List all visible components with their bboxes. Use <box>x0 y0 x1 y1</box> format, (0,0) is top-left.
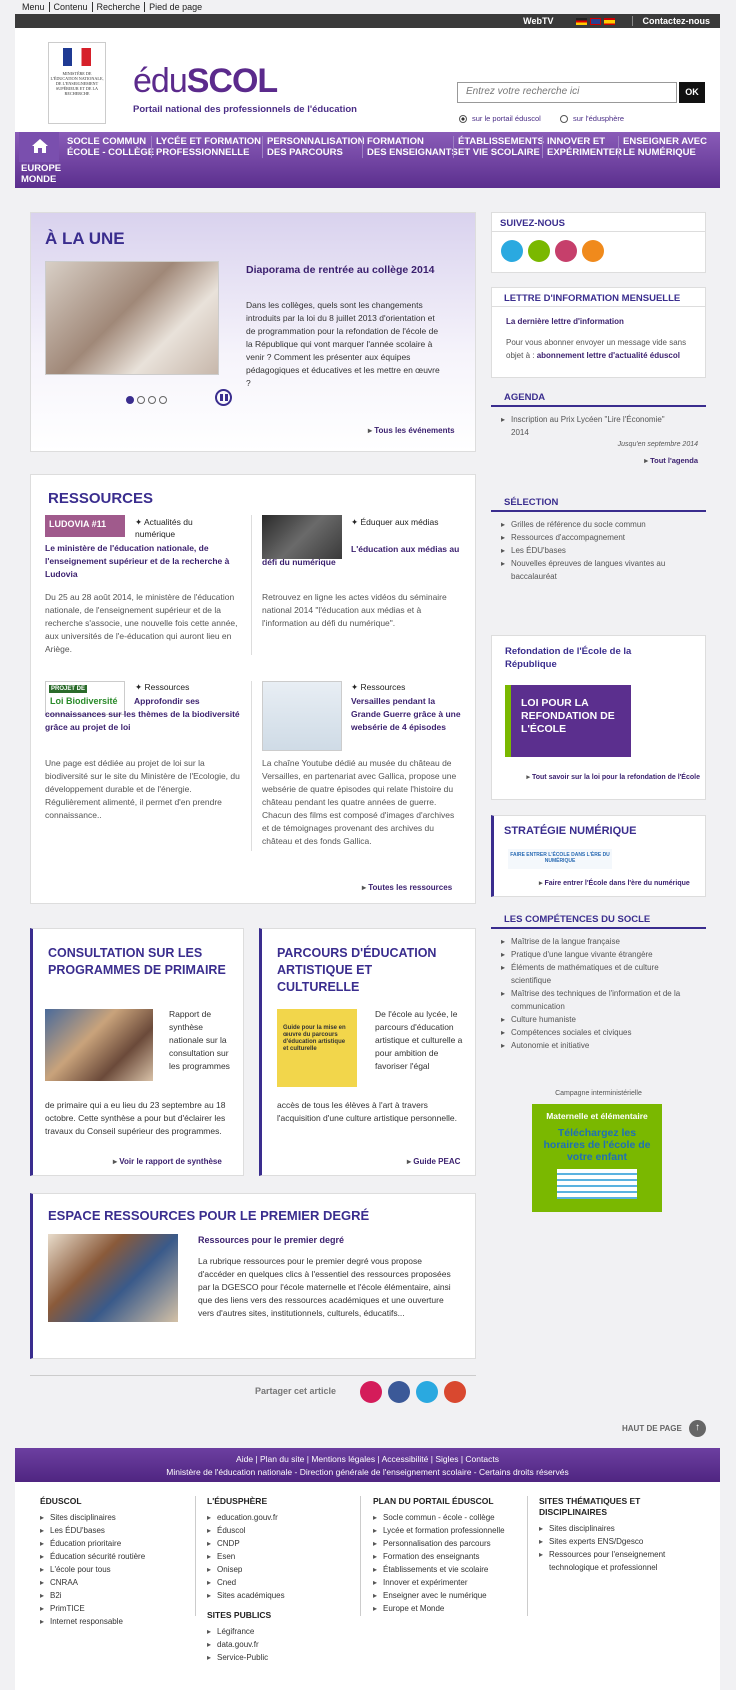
header <box>15 28 720 132</box>
campagne-banner[interactable] <box>532 1104 662 1212</box>
competence-7[interactable]: ▸ Autonomie et initiative <box>501 1039 691 1052</box>
arrow-up-icon[interactable]: ↑ <box>689 1420 706 1437</box>
footer-link[interactable]: ▸ Personnalisation des parcours <box>373 1537 528 1550</box>
ressources-title: RESSOURCES <box>48 490 154 507</box>
competence-6[interactable]: ▸ Compétences sociales et civiques <box>501 1026 691 1039</box>
une-headline[interactable]: Diaporama de rentrée au collège 2014 <box>246 264 435 276</box>
premier-photo[interactable] <box>48 1234 178 1322</box>
footer-link-contacts[interactable]: Contacts <box>465 1454 499 1464</box>
copyright: Ministère de l'éducation nationale - Direction générale de l'enseignement scolaire - Certains droits réservés <box>166 1467 569 1477</box>
footer-link[interactable]: ▸ Éduscol <box>207 1524 357 1537</box>
share-label: Partager cet article <box>255 1386 337 1396</box>
user-icon[interactable] <box>555 240 577 262</box>
twitter-icon[interactable] <box>501 240 523 262</box>
res4-tag: ✦ Ressources <box>351 682 406 692</box>
footer-link[interactable]: ▸ education.gouv.fr <box>207 1511 357 1524</box>
radio-edusphere[interactable] <box>560 114 624 123</box>
social-icons <box>501 240 604 262</box>
skip-links <box>20 2 206 12</box>
selection-title: SÉLECTION <box>491 497 706 512</box>
peac-guide-cover[interactable]: Guide pour la mise en œuvre du parcours d'éducation artistique et culturelle <box>277 1009 357 1087</box>
campagne-line-a: Maternelle et élémentaire <box>546 1111 648 1121</box>
flag-en-icon[interactable] <box>590 18 601 25</box>
footer-link-aide[interactable]: Aide <box>236 1454 254 1464</box>
peac-title[interactable]: PARCOURS D'ÉDUCATION ARTISTIQUE ET CULTURELLE <box>277 946 437 994</box>
footer-link[interactable]: ▸ Éducation prioritaire <box>40 1537 190 1550</box>
skip-contenu[interactable]: Contenu <box>50 2 93 12</box>
tagline: Portail national des professionnels de l'éducation <box>133 104 357 115</box>
refondation-title[interactable]: Refondation de l'École de la République <box>505 646 632 670</box>
footer-link[interactable]: ▸ Formation des enseignants <box>373 1550 528 1563</box>
agenda-block <box>491 392 706 465</box>
nav-lycee[interactable]: LYCÉE ET FORMATION PROFESSIONNELLE <box>151 136 261 158</box>
footer-links: Aide | Plan du site | Mentions légales | Accessibilité | Sigles | Contacts <box>236 1454 499 1464</box>
footer-link[interactable]: ▸ Socle commun - école - collège <box>373 1511 528 1524</box>
premier-text: La rubrique ressources pour le premier degré vous propose d'accéder en quelques clics à l'essentiel des ressources proposées par la DGESCO pour l'école maternelle et l'école élémentaire, ainsi que des liens vers des ressources académiques et une ouverture vers d'autres sites, institutionnels, culturels, éducatifs... <box>198 1256 451 1318</box>
footer-link[interactable]: ▸ Les ÉDU'bases <box>40 1524 190 1537</box>
footer-link[interactable]: ▸ Esen <box>207 1550 357 1563</box>
gplus-share-icon[interactable] <box>444 1381 466 1403</box>
nav-etablissements[interactable]: ÉTABLISSEMENTS ET VIE SCOLAIRE <box>453 136 544 158</box>
biodiversite-logo[interactable]: PROJET DE Loi Biodiversité <box>45 681 125 715</box>
dot-1[interactable] <box>126 396 134 404</box>
competences-title: LES COMPÉTENCES DU SOCLE <box>491 914 706 929</box>
selection-item-2[interactable]: ▸ Ressources d'accompagnement <box>501 531 696 544</box>
une-photo[interactable] <box>45 261 219 375</box>
res1-title[interactable]: Le ministère de l'éducation nationale, de l'enseignement supérieur et de la recherche à Ludovia <box>45 543 230 579</box>
footer-link[interactable]: ▸ Sites disciplinaires <box>539 1522 704 1535</box>
footer <box>15 1482 720 1690</box>
search-button[interactable]: OK <box>679 82 705 103</box>
peac-text-b: accès de tous les élèves à l'art à travers l'acquisition d'une culture artistique personnelle. <box>277 1100 457 1123</box>
twitter-share-icon[interactable] <box>416 1381 438 1403</box>
versailles-map[interactable] <box>262 681 342 751</box>
flag-de-icon[interactable] <box>576 18 587 25</box>
res1-tag: ✦ Actualités du numérique <box>135 517 193 539</box>
footer-link[interactable]: ▸ PrimTICE <box>40 1602 190 1615</box>
premier-title[interactable]: ESPACE RESSOURCES POUR LE PREMIER DEGRÉ <box>48 1208 370 1223</box>
agenda-item[interactable]: ▸ Inscription au Prix Lycéen "Lire l'Économie" 2014 <box>501 413 681 439</box>
flag-es-icon[interactable] <box>604 18 615 25</box>
res3-title[interactable]: Approfondir ses connaissances sur les thèmes de la biodiversité grâce au projet de loi <box>45 696 240 732</box>
footer-bar <box>15 1448 720 1482</box>
footer-link[interactable]: ▸ L'école pour tous <box>40 1563 190 1576</box>
main-nav <box>15 132 720 188</box>
footer-link-sigles[interactable]: Sigles <box>435 1454 459 1464</box>
suivez-title: SUIVEZ-NOUS <box>500 218 565 229</box>
tout-agenda-link[interactable]: ▸ Tout l'agenda <box>491 456 698 465</box>
res2-title[interactable]: L'éducation aux médias au défi du numérique <box>262 544 460 567</box>
footer-link[interactable]: ▸ Éducation sécurité routière <box>40 1550 190 1563</box>
refondation-link[interactable]: ▸ Tout savoir sur la loi pour la refondation de l'École <box>522 772 700 784</box>
lettre-link[interactable]: La dernière lettre d'information <box>506 317 624 326</box>
search-input[interactable]: Entrez votre recherche ici <box>457 82 677 103</box>
slider-dots <box>126 396 167 404</box>
nav-personnalisation[interactable]: PERSONNALISATION DES PARCOURS <box>262 136 364 158</box>
footer-link[interactable]: ▸ Onisep <box>207 1563 357 1576</box>
nav-home[interactable] <box>19 132 59 162</box>
res3-tag: ✦ Ressources <box>135 682 190 692</box>
res3-text: Une page est dédiée au projet de loi sur la biodiversité sur le site du Ministère de l'Ecologie, du développement durable et de l'énergie. Régulièrement alimenté, il permet d'en prendre connaissance.. <box>45 758 240 820</box>
une-block <box>30 212 476 452</box>
guide-peac-link[interactable]: ▸ Guide PEAC <box>407 1157 460 1166</box>
footer-link[interactable]: ▸ CNRAA <box>40 1576 190 1589</box>
strategie-image[interactable]: FAIRE ENTRER L'ÉCOLE DANS L'ÈRE DU NUMÉRIQUE <box>508 849 612 869</box>
footer-link[interactable]: ▸ Sites disciplinaires <box>40 1511 190 1524</box>
ressources-block <box>30 474 476 904</box>
nav-socle[interactable]: SOCLE COMMUN ÉCOLE - COLLÈGE <box>67 136 155 158</box>
plus-icon[interactable] <box>528 240 550 262</box>
res4-title[interactable]: Versailles pendant la Grande Guerre grâce à une websérie de 4 épisodes <box>351 696 461 732</box>
footer-col-title: L'ÉDUSPHÈRE <box>207 1496 268 1506</box>
footer-link[interactable]: ▸ Enseigner avec le numérique <box>373 1589 528 1602</box>
dot-3[interactable] <box>148 396 156 404</box>
mail-share-icon[interactable] <box>360 1381 382 1403</box>
competence-3[interactable]: ▸ Éléments de mathématiques et de culture scientifique <box>501 961 691 987</box>
footer-link[interactable]: ▸ Sites experts ENS/Dgesco <box>539 1535 704 1548</box>
competence-1[interactable]: ▸ Maîtrise de la langue française <box>501 935 691 948</box>
selection-item-4[interactable]: ▸ Nouvelles épreuves de langues vivantes au baccalauréat <box>501 557 696 583</box>
brand-part-2: SCOL <box>186 62 278 100</box>
res4-text: La chaîne Youtube dédié au musée du château de Versailles, en partenariat avec Gallica, propose une websérie de quatre épisodes qui relate l'histoire du château pendant les quatre années de guerre. Chacun des films est composé d'images d'archives et de témoignages provenant des archives du château et des fonds Gallica. <box>262 758 457 846</box>
footer-link[interactable]: ▸ data.gouv.fr <box>207 1638 357 1651</box>
nav-numerique[interactable]: ENSEIGNER AVEC LE NUMÉRIQUE <box>618 136 707 158</box>
footer-link[interactable]: ▸ Légifrance <box>207 1625 357 1638</box>
footer-link[interactable]: ▸ Lycée et formation professionnelle <box>373 1524 528 1537</box>
pause-icon[interactable] <box>215 389 232 406</box>
refondation-block <box>491 635 706 800</box>
contact-link[interactable]: Contactez-nous <box>632 16 721 26</box>
rss-icon[interactable] <box>582 240 604 262</box>
res1-text: Du 25 au 28 août 2014, le ministère de l'éducation nationale, de l'enseignement supérieur et de la recherche s'associe, une nouvelle fois cette année, aux universités de l'e-éducation qui auront lieu en Ariège. <box>45 592 238 654</box>
selection-item-1[interactable]: ▸ Grilles de référence du socle commun <box>501 518 696 531</box>
footer-link[interactable]: ▸ Ressources pour l'enseignement technologique et professionnel <box>539 1548 704 1574</box>
eduscol-logo[interactable] <box>133 62 277 101</box>
agenda-date: Jusqu'en septembre 2014 <box>617 441 698 448</box>
une-title: À LA UNE <box>45 229 125 248</box>
radio-on-icon <box>459 115 467 123</box>
footer-link[interactable]: ▸ Innover et expérimenter <box>373 1576 528 1589</box>
share-icons <box>360 1381 466 1403</box>
footer-col-thematiques <box>539 1496 704 1574</box>
lettre-title: LETTRE D'INFORMATION MENSUELLE <box>504 293 681 304</box>
dot-4[interactable] <box>159 396 167 404</box>
webtv-link[interactable]: WebTV <box>523 16 554 26</box>
competence-2[interactable]: ▸ Pratique d'une langue vivante étrangère <box>501 948 691 961</box>
campagne-line-b: Téléchargez les horaires de l'école de votre enfant <box>543 1127 651 1163</box>
strategie-block <box>491 815 706 897</box>
marianne-icon <box>63 48 91 66</box>
consultation-photo[interactable] <box>45 1009 153 1081</box>
res2-tag: ✦ Éduquer aux médias <box>351 517 439 527</box>
strategie-title[interactable]: STRATÉGIE NUMÉRIQUE <box>504 825 637 837</box>
footer-col-title: SITES THÉMATIQUES ET DISCIPLINAIRES <box>539 1496 641 1517</box>
nav-formation[interactable]: FORMATION DES ENSEIGNANTS <box>362 136 458 158</box>
facebook-share-icon[interactable] <box>388 1381 410 1403</box>
haut-de-page-link[interactable]: HAUT DE PAGE <box>622 1424 682 1433</box>
consultation-text-a: Rapport de synthèse nationale sur la consultation sur les programmes <box>169 1009 230 1071</box>
premier-degre-block <box>30 1193 476 1359</box>
abonnement-link[interactable]: abonnement lettre d'actualité éduscol <box>536 351 680 360</box>
strategie-link[interactable]: ▸ Faire entrer l'École dans l'ère du numérique <box>539 879 690 887</box>
ludovia-logo[interactable]: LUDOVIA #11 <box>45 515 125 537</box>
ministry-logo[interactable] <box>48 42 106 124</box>
ministry-name: MINISTÈRE DE L'ÉDUCATION NATIONALE, DE L'ENSEIGNEMENT SUPÉRIEUR ET DE LA RECHERCHE <box>50 71 104 96</box>
campagne-label: Campagne interministérielle <box>555 1090 642 1097</box>
radio-portail[interactable] <box>459 114 541 123</box>
competence-5[interactable]: ▸ Culture humaniste <box>501 1013 691 1026</box>
peac-text-a: De l'école au lycée, le parcours d'éducation artistique et culturelle a pour ambition de favoriser l'égal <box>375 1009 463 1071</box>
radio-edusphere-label: sur l'édusphère <box>573 114 625 123</box>
une-text: Dans les collèges, quels sont les changements introduits par la loi du 8 juillet 2013 d'orientation et de programmation pour la refondation de l'école de la République qui vont marquer l'année scolaire à venir ? Comment les présenter aux équipes pédagogiques et éducatives et les mettre en œuvre ? <box>246 300 440 388</box>
consultation-text-b: de primaire qui a eu lieu du 23 septembre au 18 octobre. Cette synthèse a pour but d'éclairer les travaux du Conseil supérieur des programmes. <box>45 1100 226 1136</box>
lettre-block <box>491 287 706 378</box>
lettre-text: Pour vous abonner envoyer un message vide sans objet à : abonnement lettre d'actualité éduscol <box>506 338 687 360</box>
footer-col-title: PLAN DU PORTAIL ÉDUSCOL <box>373 1496 494 1506</box>
competence-4[interactable]: ▸ Maîtrise des techniques de l'information et de la communication <box>501 987 691 1013</box>
brand-part-1: édu <box>133 62 187 100</box>
consultation-block <box>30 928 244 1176</box>
skip-menu[interactable]: Menu <box>20 2 50 12</box>
tous-evenements-link[interactable]: ▸ Tous les événements <box>368 426 455 435</box>
footer-link[interactable]: ▸ Europe et Monde <box>373 1602 528 1615</box>
res2-text: Retrouvez en ligne les actes vidéos du séminaire national 2014 "l'éducation aux médias et à l'information au défi du numérique". <box>262 592 447 628</box>
footer-link-accessibilite[interactable]: Accessibilité <box>381 1454 429 1464</box>
footer-link[interactable]: ▸ Établissements et vie scolaire <box>373 1563 528 1576</box>
home-icon <box>31 137 49 155</box>
nav-europe[interactable]: EUROPE MONDE <box>21 163 62 185</box>
footer-col-edusphere <box>207 1496 357 1664</box>
timetable-icon <box>557 1169 637 1199</box>
selection-item-3[interactable]: ▸ Les ÉDU'bases <box>501 544 696 557</box>
skip-footer[interactable]: Pied de page <box>149 2 203 12</box>
toutes-ressources-link[interactable]: ▸ Toutes les ressources <box>362 883 452 892</box>
selection-block <box>491 497 706 583</box>
footer-link[interactable]: ▸ Service-Public <box>207 1651 357 1664</box>
premier-subtitle[interactable]: Ressources pour le premier degré <box>198 1235 345 1245</box>
footer-col-title: SITES PUBLICS <box>207 1610 272 1620</box>
radio-off-icon <box>560 115 568 123</box>
skip-recherche[interactable]: Recherche <box>93 2 146 12</box>
footer-col-title: ÉDUSCOL <box>40 1496 82 1506</box>
footer-link[interactable]: ▸ Cned <box>207 1576 357 1589</box>
footer-link-plan[interactable]: Plan du site <box>259 1454 305 1464</box>
footer-link[interactable]: ▸ B2i <box>40 1589 190 1602</box>
dot-2[interactable] <box>137 396 145 404</box>
footer-link[interactable]: ▸ CNDP <box>207 1537 357 1550</box>
page-header <box>15 14 720 188</box>
language-flags <box>576 18 618 25</box>
footer-link[interactable]: ▸ Internet responsable <box>40 1615 190 1628</box>
footer-col-eduscol <box>40 1496 190 1628</box>
competences-block <box>491 914 706 1052</box>
footer-col-plan <box>373 1496 528 1615</box>
rapport-link[interactable]: ▸ Voir le rapport de synthèse <box>113 1157 222 1166</box>
consultation-title[interactable]: CONSULTATION SUR LES PROGRAMMES DE PRIMAIRE <box>48 946 226 977</box>
agenda-title: AGENDA <box>491 392 706 407</box>
footer-link-mentions[interactable]: Mentions légales <box>311 1454 376 1464</box>
top-bar <box>15 14 720 28</box>
peac-block <box>259 928 476 1176</box>
loi-refondation-image[interactable]: LOI POUR LA REFONDATION DE L'ÉCOLE <box>505 685 631 757</box>
radio-portail-label: sur le portail éduscol <box>472 114 541 123</box>
footer-link[interactable]: ▸ Sites académiques <box>207 1589 357 1602</box>
nav-innover[interactable]: INNOVER ET EXPÉRIMENTER <box>542 136 622 158</box>
suivez-block <box>491 212 706 273</box>
